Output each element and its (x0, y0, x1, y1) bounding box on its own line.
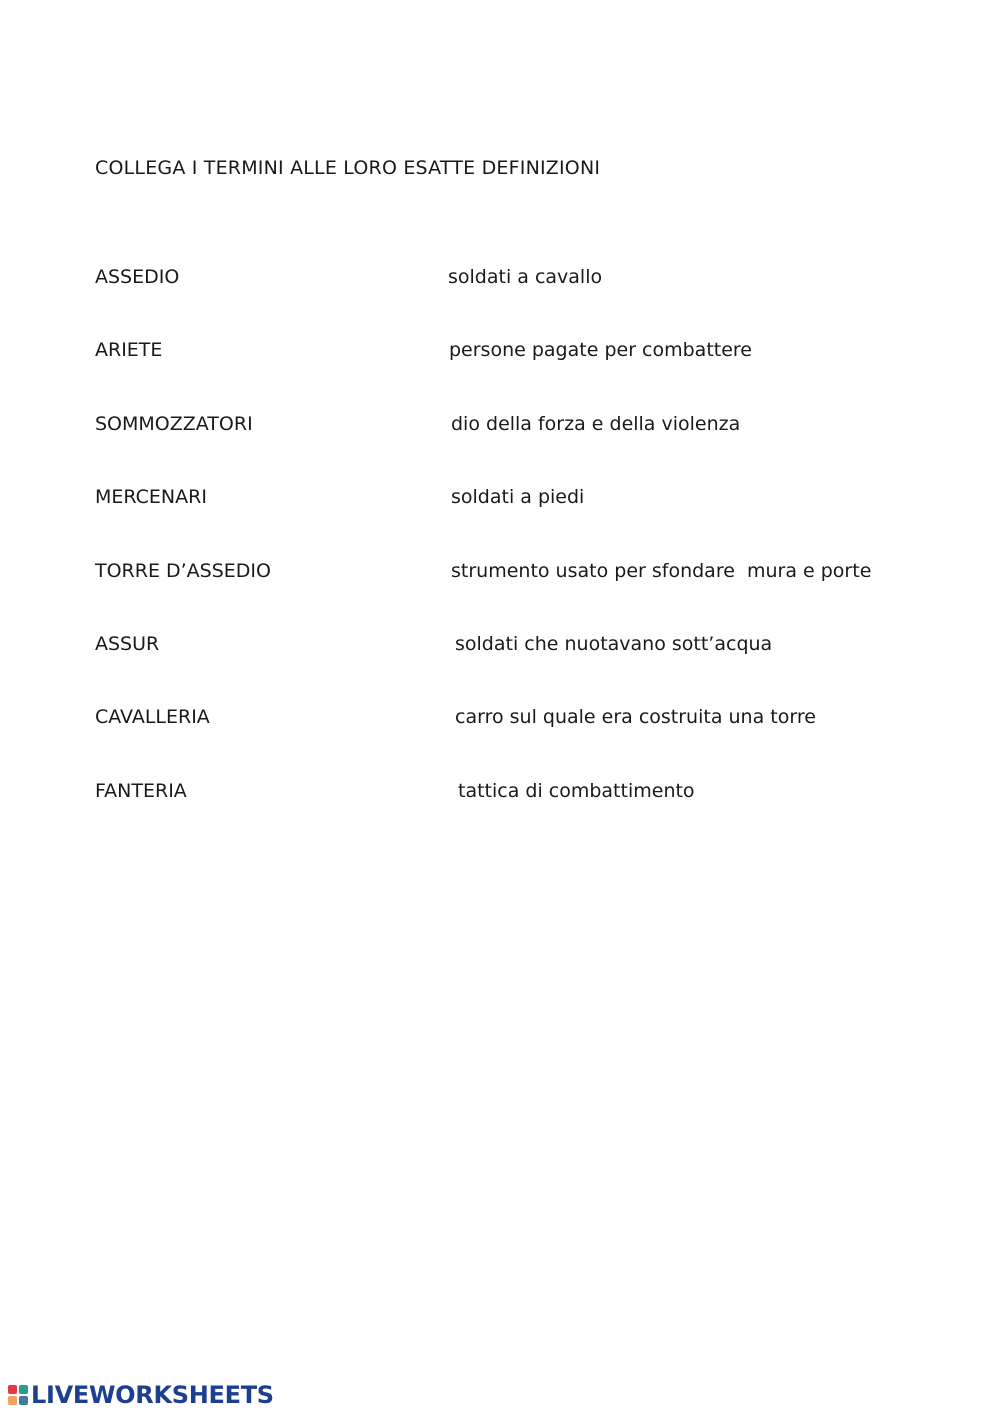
matching-row (0, 780, 1000, 853)
definition-label: strumento usato per sfondare mura e porte (451, 559, 872, 582)
matching-row (0, 339, 1000, 412)
definition-label: soldati a cavallo (448, 266, 603, 288)
matching-row (0, 266, 1000, 339)
term-label: CAVALLERIA (95, 706, 210, 729)
matching-row (0, 560, 1000, 633)
term-label: ASSUR (95, 632, 160, 655)
matching-list (0, 266, 1000, 853)
definition-label: tattica di combattimento (458, 779, 695, 802)
matching-row (0, 633, 1000, 706)
logo-square (8, 1385, 17, 1394)
matching-row (0, 413, 1000, 486)
term-label: TORRE D’ASSEDIO (95, 559, 271, 582)
brand-name: LIVEWORKSHEETS (31, 1381, 274, 1409)
definition-label: carro sul quale era costruita una torre (455, 706, 816, 729)
logo-square (8, 1396, 17, 1405)
term-label: FANTERIA (95, 779, 187, 802)
term-label: SOMMOZZATORI (95, 412, 253, 435)
definition-label: soldati che nuotavano sott’acqua (455, 632, 773, 655)
instruction-heading: COLLEGA I TERMINI ALLE LORO ESATTE DEFINIZIONI (95, 157, 601, 179)
liveworksheets-logo-icon (8, 1385, 28, 1405)
definition-label: dio della forza e della violenza (451, 412, 741, 435)
term-label: MERCENARI (95, 486, 207, 509)
definition-label: persone pagate per combattere (449, 339, 752, 362)
logo-square (19, 1385, 28, 1394)
term-label: ARIETE (95, 339, 163, 362)
matching-row (0, 486, 1000, 559)
definition-label: soldati a piedi (451, 486, 585, 509)
term-label: ASSEDIO (95, 266, 180, 288)
logo-square (19, 1396, 28, 1405)
liveworksheets-brand[interactable] (8, 1381, 274, 1409)
matching-row (0, 706, 1000, 779)
